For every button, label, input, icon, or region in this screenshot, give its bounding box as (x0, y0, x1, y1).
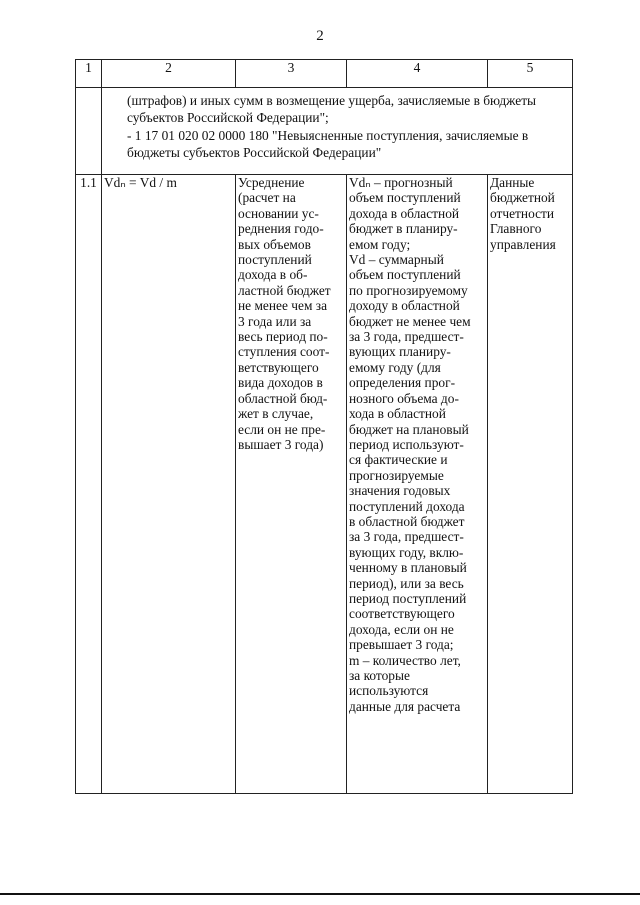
description-line: превышает 3 года; (349, 637, 454, 653)
description-line: Vdₙ – прогнозный (349, 175, 453, 190)
header-col-5: 5 (488, 60, 573, 88)
table-row-1-1 (76, 175, 573, 794)
continuation-text-line: субъектов Российской Федерации"; (127, 110, 329, 126)
method-line: 3 года или за (238, 313, 312, 329)
method-line: реднения годо- (238, 221, 324, 237)
method-line: ступления соот- (238, 344, 330, 360)
description-line: Vd – суммарный (349, 252, 444, 268)
table-header-row (76, 60, 573, 88)
source-line: бюджетной (490, 190, 555, 206)
description-line: дохода, если он не (349, 621, 454, 637)
page-bottom-rule (0, 893, 640, 895)
header-col-1: 1 (76, 60, 102, 88)
description-line: нозного объема до- (349, 390, 459, 406)
description-line: определения прог- (349, 375, 456, 391)
header-col-4: 4 (347, 60, 488, 88)
source-line: Главного (490, 221, 542, 237)
method-line: основании ус- (238, 205, 319, 221)
description-line: объем поступлений (349, 267, 461, 283)
description-line: в областной бюджет (349, 513, 465, 529)
description-line: бюджет не менее чем (349, 313, 471, 329)
source-line: отчетности (490, 205, 555, 221)
description-line: по прогнозируемому (349, 282, 468, 298)
description-line: период используют- (349, 436, 464, 452)
continuation-empty-cell (76, 88, 102, 175)
source-line: Данные (490, 175, 535, 190)
description-line: доходу в областной (349, 298, 460, 314)
page-number: 2 (316, 28, 324, 44)
description-line: прогнозируемые (349, 467, 444, 483)
description-line: период поступлений (349, 590, 467, 606)
description-line: бюджет в планиру- (349, 221, 458, 237)
description-line: вующих году, вклю- (349, 544, 464, 560)
header-col-2: 2 (102, 60, 236, 88)
method-line: областной бюд- (238, 390, 328, 406)
method-line: не менее чем за (238, 298, 328, 314)
formula-table (75, 59, 573, 794)
method-line: дохода в об- (238, 267, 308, 283)
description-line: ся фактические и (349, 452, 448, 468)
continuation-row (76, 88, 573, 175)
source-cell (488, 175, 573, 794)
row-number: 1.1 (76, 175, 102, 794)
description-line: емому году (для (349, 359, 441, 375)
description-line: емом году; (349, 236, 411, 252)
description-line: вующих планиру- (349, 344, 451, 360)
description-line: период), или за весь (349, 575, 464, 591)
method-line: поступлений (238, 252, 312, 268)
description-line: за 3 года, предшест- (349, 529, 464, 545)
continuation-text (102, 88, 573, 175)
method-cell (236, 175, 347, 794)
continuation-text-line: бюджеты субъектов Российской Федерации" (127, 145, 382, 161)
description-line: данные для расчета (349, 698, 461, 714)
description-line: m – количество лет, (349, 652, 461, 668)
description-line: значения годовых (349, 483, 451, 499)
description-line: за 3 года, предшест- (349, 329, 464, 345)
method-line: вышает 3 года) (238, 436, 324, 452)
method-line: (расчет на (238, 190, 296, 206)
method-line: вых объемов (238, 236, 311, 252)
description-line: используются (349, 683, 429, 699)
method-line: ветствующего (238, 359, 319, 375)
description-line: бюджет на плановый (349, 421, 469, 437)
description-line: соответствующего (349, 606, 455, 622)
header-col-3: 3 (236, 60, 347, 88)
method-line: жет в случае, (238, 406, 314, 422)
description-line: дохода в областной (349, 205, 460, 221)
continuation-text-line: - 1 17 01 020 02 0000 180 "Невыясненные поступления, зачисляемые в (127, 127, 529, 143)
method-line: весь период по- (238, 329, 328, 345)
description-cell (347, 175, 488, 794)
continuation-text-line: (штрафов) и иных сумм в возмещение ущерба, зачисляемые в бюджеты (127, 93, 537, 108)
description-line: поступлений дохода (349, 498, 465, 514)
description-line: ченному в плановый (349, 560, 467, 576)
method-line: ластной бюджет (238, 282, 331, 298)
source-line: управления (490, 236, 556, 252)
method-line: Усреднение (238, 175, 305, 190)
description-line: хода в областной (349, 406, 446, 422)
method-line: вида доходов в (238, 375, 323, 391)
method-line: если он не пре- (238, 421, 326, 437)
description-line: за которые (349, 668, 410, 683)
description-line: объем поступлений (349, 190, 461, 206)
formula-cell: Vdₙ = Vd / m (102, 175, 236, 794)
